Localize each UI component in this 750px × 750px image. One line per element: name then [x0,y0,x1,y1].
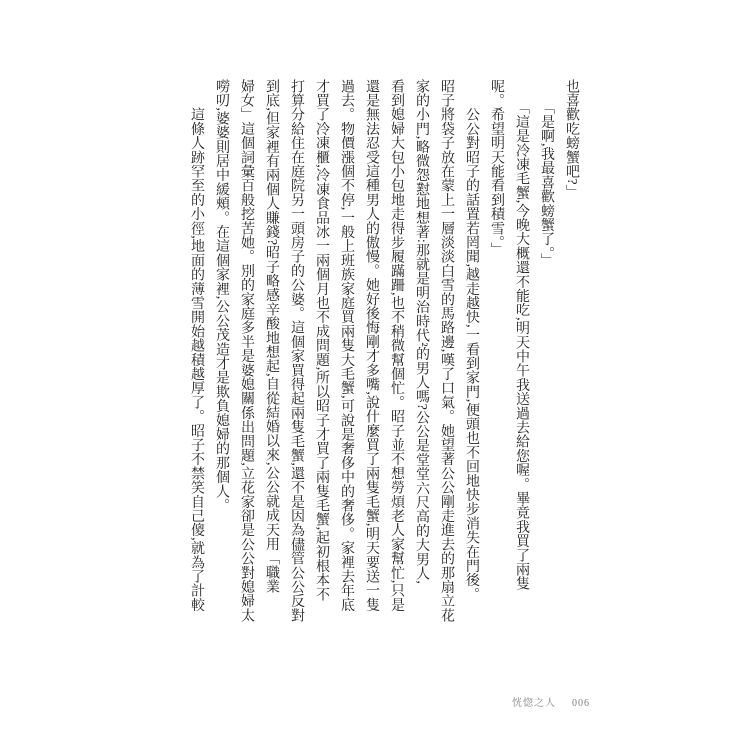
text-area [184,79,584,633]
text-column-4: 呢。希望明天能看到積雪。」 [489,79,504,257]
text-column-6: 昭子將袋子放在蒙上一層淡淡白雪的馬路邊,嘆了口氣。她望著公公剛走進去的那扇立花 [439,79,454,623]
text-column-8: 看到媳婦大包小包地走得步履蹣跚,也不稍微幫個忙。昭子並不想勞煩老人家幫忙,只是 [389,79,404,612]
text-column-5: 公公對昭子的話置若罔聞,越走越快,一看到家門,便頭也不回地快步消失在門後。 [464,79,479,602]
page-footer [512,694,590,709]
text-column-15: 嘮叨,婆婆則居中緩頰。在這個家裡,公公茂造才是欺負媳婦的那個人。 [214,79,229,513]
text-column-16: 這條人跡罕至的小徑,地面的薄雪開始越積越厚了。昭子不禁笑自己傻,就為了計較 [189,79,204,612]
text-column-10: 過去。物價漲個不停,一般上班族家庭買兩隻大毛蟹,可說是奢侈中的奢侈。家裡去年底 [339,79,354,612]
text-column-1: 也喜歡吃螃蟹吧?」 [564,79,579,200]
footer-book-title: 恍惚之人 [512,698,556,709]
text-column-14: 婦女」這個詞彙百般挖苦她。別的家庭多半是婆媳關係出問題,立花家卻是公公對媳婦太 [239,79,254,623]
text-column-12: 打算分給住在庭院另一頭房子的公婆。這個家買得起兩隻毛蟹,還不是因為儘管公公反對 [289,79,304,623]
text-column-2: 「是啊,我最喜歡螃蟹了。」 [539,79,554,268]
text-column-9: 還是無法忍受這種男人的傲慢。她好後悔剛才多嘴,說什麼買了兩隻毛蟹,明天要送一隻 [364,79,379,612]
footer-page-number: 006 [572,698,590,709]
text-column-11: 才買了冷凍櫃,冷凍食品冰一兩個月也不成問題,所以昭子才買了兩隻毛蟹,起初根本不 [314,79,329,602]
text-column-13: 到底,但家裡有兩個人賺錢?昭子略感辛酸地想起,自從結婚以來,公公就成天用「職業 [264,79,279,594]
text-column-7: 家的小門,略微怨懟地想著:那就是明治時代²的男人嗎?公公是堂堂六尺高的大男人, [414,79,429,585]
text-column-3: 「這是冷凍毛蟹,今晚大概還不能吃,明天中午我送過去給您喔。畢竟我買了兩隻 [514,79,529,591]
